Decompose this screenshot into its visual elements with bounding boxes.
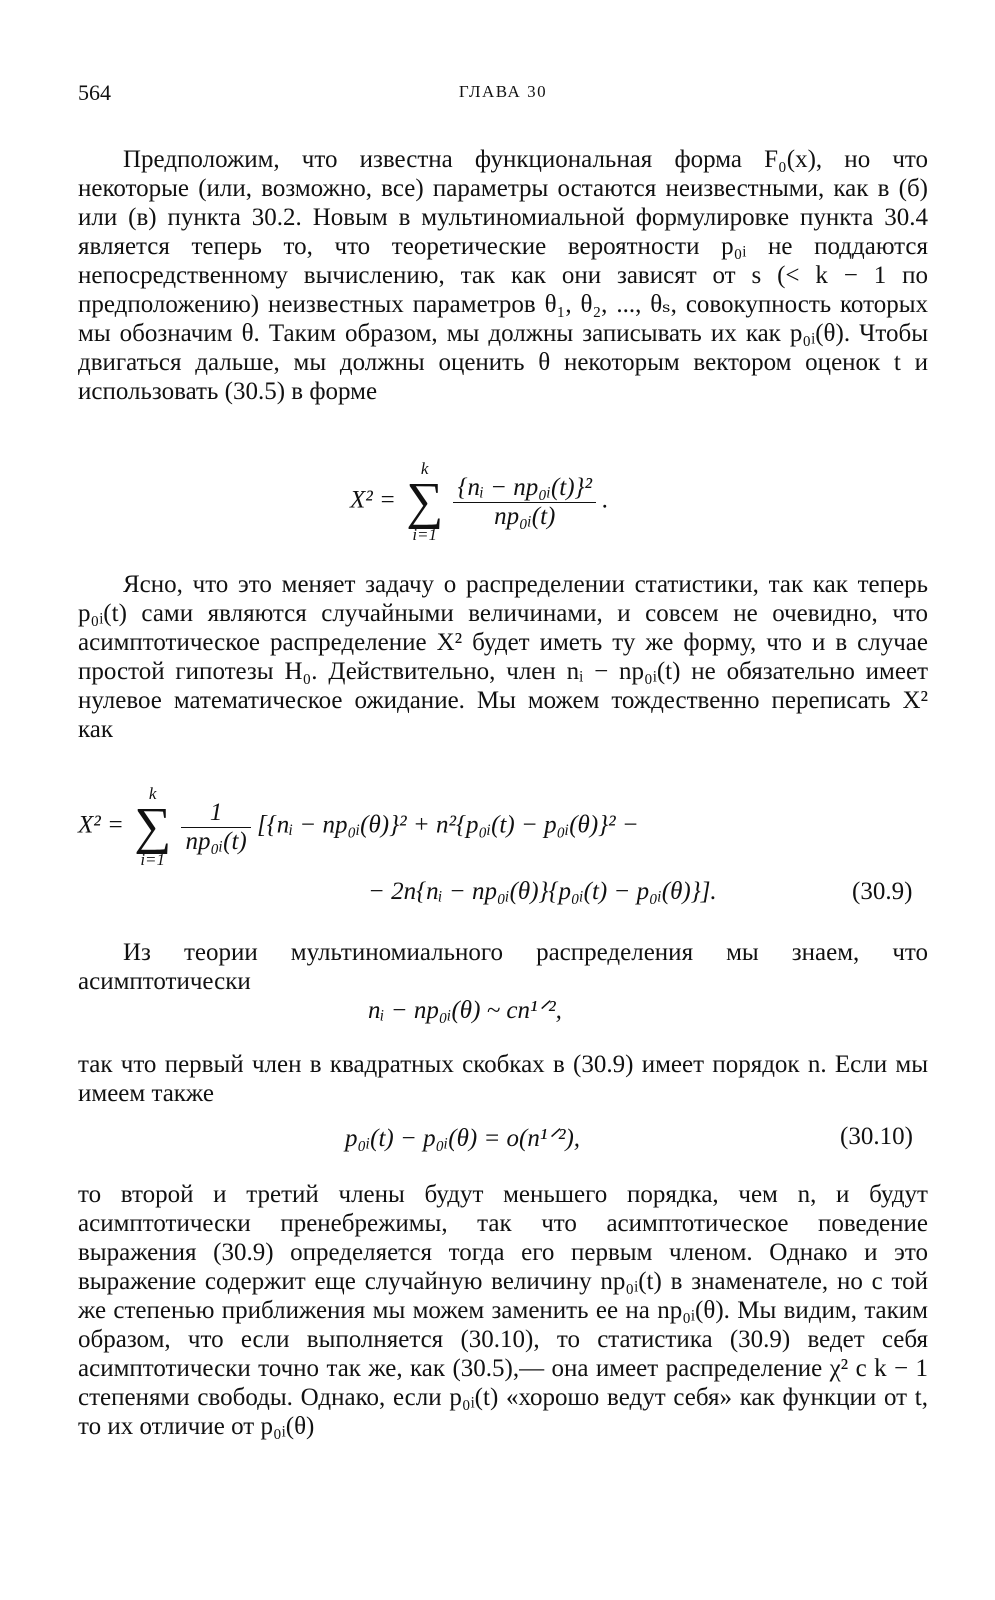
eq2-denominator: np₀ᵢ(t) <box>181 827 250 856</box>
page-header <box>78 80 928 110</box>
eq2-sum-lower: i=1 <box>140 850 166 869</box>
equation-30-9-line2: − 2n{nᵢ − np₀ᵢ(θ)}{p₀ᵢ(t) − p₀ᵢ(θ)}]. <box>368 878 717 905</box>
page-number: 564 <box>78 80 111 105</box>
eq2-numerator: 1 <box>209 798 223 826</box>
eq1-sum-lower: i=1 <box>412 525 438 544</box>
eq2-bracket-terms: [{nᵢ − np₀ᵢ(θ)}² + n²{p₀ᵢ(t) − p₀ᵢ(θ)}² − <box>256 811 639 839</box>
eq2-fraction <box>181 799 250 856</box>
eq2-sum <box>134 785 171 869</box>
eq1-sum <box>406 460 443 544</box>
paragraph-4: так что первый член в квадратных скобках в (30.9) имеет порядок n. Если мы имеем также <box>78 1051 928 1107</box>
paragraph-5: то второй и третий члены будут меньшего порядка, чем n, и будут асимптотически пренебрежимы, так что асимптотическое поведение выражения (30.9) определяется тогда его первым членом. Однако и это выражение содержит еще случайную величину np₀ᵢ(t) в знаменателе, но с той же степенью приближения мы можем заменить ее на np₀ᵢ(θ). Мы видим, таким образом, что если выполняется (30.10), то статистика (30.9) ведет себя асимптотически точно так же, как (30.5),— она имеет распределение χ² с k − 1 степенями свободы. Однако, если p₀ᵢ(t) «хорошо ведут себя» как функции от t, то их отличие от p₀ᵢ(θ) <box>78 1181 928 1440</box>
eq1-denominator: np₀ᵢ(t) <box>453 502 596 531</box>
equation-number-30-10: (30.10) <box>840 1123 913 1150</box>
eq1-lhs: X² = <box>350 486 396 514</box>
eq2-sum-upper: k <box>148 784 157 803</box>
sigma-symbol: ∑ <box>406 473 444 530</box>
paragraph-2: Ясно, что это меняет задачу о распределении статистики, так как теперь p₀ᵢ(t) сами являются случайными величинами, и совсем не очевидно, что асимптотическое распределение X² будет иметь ту же форму, что и в случае простой гипотезы H₀. Действительно, член nᵢ − np₀ᵢ(t) не обязательно имеет нулевое математическое ожидание. Мы можем тождественно переписать X² как <box>78 571 928 743</box>
eq1-numerator: {nᵢ − np₀ᵢ(t)}² <box>457 473 593 501</box>
chapter-title: ГЛАВА 30 <box>458 82 548 101</box>
eq1-fraction <box>453 474 596 531</box>
equation-chi-square-estimated <box>350 460 609 544</box>
paragraph-3: Из теории мультиномиального распределения мы знаем, что асимптотически <box>78 939 928 995</box>
eq1-end: . <box>602 486 609 514</box>
sigma-symbol: ∑ <box>134 798 172 855</box>
equation-30-9-line1 <box>78 785 639 869</box>
eq2-lhs: X² = <box>78 811 124 839</box>
equation-30-10: p₀ᵢ(t) − p₀ᵢ(θ) = o(n¹ᐟ²), <box>345 1125 581 1152</box>
equation-asymptotic-order: nᵢ − np₀ᵢ(θ) ~ cn¹ᐟ², <box>368 997 562 1024</box>
eq1-sum-upper: k <box>420 459 429 478</box>
equation-number-30-9: (30.9) <box>852 878 913 905</box>
paragraph-1: Предположим, что известна функциональная форма F₀(x), но что некоторые (или, возможно, все) параметры остаются неизвестными, как в (б) или (в) пункта 30.2. Новым в мультиномиальной формулировке пункта 30.4 является теперь то, что теоретические вероятности p₀ᵢ не поддаются непосредственному вычислению, так как они зависят от s (< k − 1 по предположению) неизвестных параметров θ₁, θ₂, ..., θₛ, совокупность которых мы обозначим θ. Таким образом, мы должны записывать их как p₀ᵢ(θ). Чтобы двигаться дальше, мы должны оценить θ некоторым вектором оценок t и использовать (30.5) в форме <box>78 146 928 405</box>
